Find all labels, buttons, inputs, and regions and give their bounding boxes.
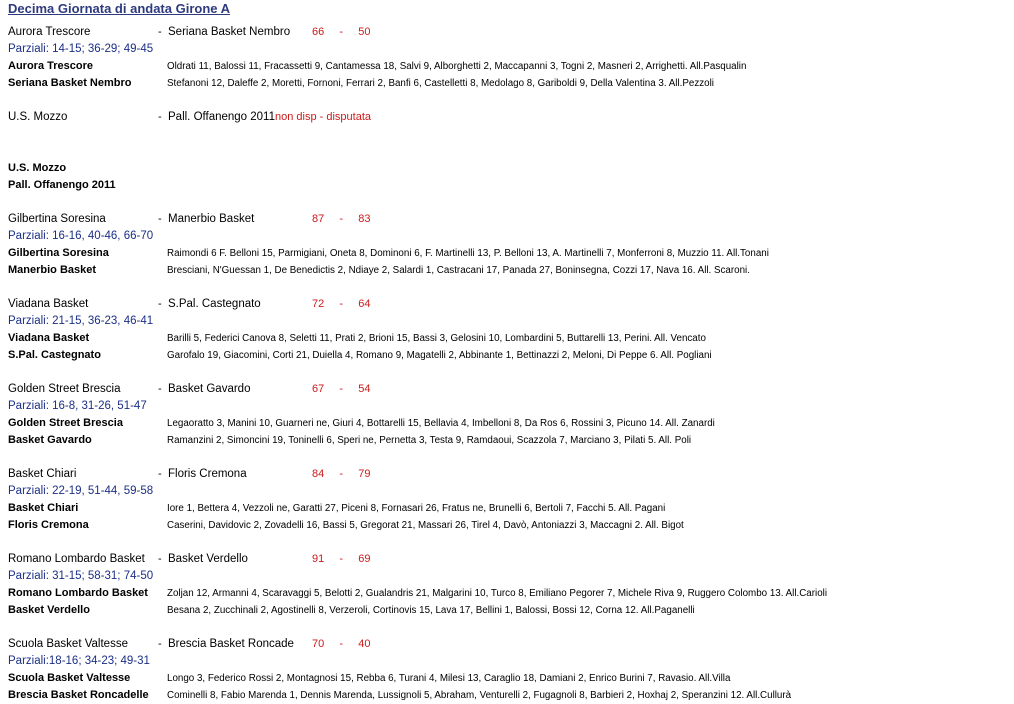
home-team-label: Golden Street Brescia [8,417,123,429]
away-team-label: Manerbio Basket [8,264,97,276]
game-block [8,211,1008,296]
score-home: 66 [312,26,325,38]
parziali-row [8,228,1008,245]
parziali: Parziali: 16-16, 40-46, 66-70 [8,230,154,242]
score [312,636,371,653]
score [312,466,371,483]
away-team: Brescia Basket Roncade [168,638,294,650]
games-list [8,24,1008,704]
home-players: Barilli 5, Federici Canova 8, Seletti 11, Prati 2, Brioni 15, Bassi 3, Gelosini 10, Lombardini 5, Buttarelli 13, Perini. All. Vencato [167,333,706,344]
separator: - [158,383,162,395]
score [312,296,371,313]
away-players: Garofalo 19, Giacomini, Corti 21, Duiella 4, Romano 9, Magatelli 2, Abbinante 1, Bettinazzi 2, Meloni, Di Peppe 6. All. Pogliani [167,350,712,361]
away-team: Floris Cremona [168,468,247,480]
away-team: Seriana Basket Nembro [168,26,291,38]
game-block [8,109,1008,211]
match-row [8,381,1008,398]
score-dash: - [339,213,344,225]
match-row [8,466,1008,483]
home-team: Golden Street Brescia [8,383,121,395]
score-home: 67 [312,383,325,395]
away-team-label: S.Pal. Castegnato [8,349,101,361]
match-row [8,24,1008,41]
home-roster-row [8,245,1008,262]
home-team-label: Viadana Basket [8,332,90,344]
match-row [8,211,1008,228]
match-row [8,636,1008,653]
home-players: Longo 3, Federico Rossi 2, Montagnosi 15, Rebba 6, Turani 4, Milesi 13, Caraglio 18, Damiani 2, Enrico Burini 7, Ravasio. All.Villa [167,673,731,684]
game-block [8,381,1008,466]
parziali-row [8,313,1008,330]
parziali-row [8,653,1008,670]
home-roster-row [8,585,1008,602]
home-players: Zoljan 12, Armanni 4, Scaravaggi 5, Belotti 2, Gualandris 21, Malgarini 10, Turco 8, Emiliano Pegorer 7, Michele Riva 9, Ruggero Colombo 13. All.Carioli [167,588,827,599]
away-team: Basket Verdello [168,553,248,565]
away-team: S.Pal. Castegnato [168,298,261,310]
home-team: Romano Lombardo Basket [8,553,145,565]
home-players: Raimondi 6 F. Belloni 15, Parmigiani, Oneta 8, Dominoni 6, F. Martinelli 13, P. Belloni 13, A. Martinelli 7, Monferroni 8, Muzzio 11. All.Tonani [167,248,769,259]
score-away: 83 [358,213,371,225]
score-home: 91 [312,553,325,565]
parziali: Parziali:18-16; 34-23; 49-31 [8,655,150,667]
separator: - [158,298,162,310]
away-players: Caserini, Davidovic 2, Zovadelli 16, Bassi 5, Gregorat 21, Massari 26, Tirel 4, Davò, Antoniazzi 3, Maccagni 2. All. Bigot [167,520,684,531]
score-away: 50 [358,26,371,38]
parziali: Parziali: 22-19, 51-44, 59-58 [8,485,154,497]
away-roster-row [8,687,1008,704]
home-team-label: U.S. Mozzo [8,162,67,174]
home-players: Legaoratto 3, Manini 10, Guarneri ne, Giuri 4, Bottarelli 15, Bellavia 4, Imbelloni 8, Da Ros 6, Rossini 3, Picuno 14. All. Zanardi [167,418,715,429]
away-roster-row [8,517,1008,534]
home-team: Aurora Trescore [8,26,91,38]
separator: - [158,638,162,650]
score-dash: - [339,553,344,565]
away-team-label: Pall. Offanengo 2011 [8,179,116,191]
home-team: Viadana Basket [8,298,89,310]
score-away: 79 [358,468,371,480]
home-team-label: Gilbertina Soresina [8,247,109,259]
match-row [8,296,1008,313]
score-home: 84 [312,468,325,480]
away-team-label: Basket Gavardo [8,434,92,446]
away-roster-row [8,432,1008,449]
away-team-name: Pall. Offanengo 2011 [168,111,275,123]
parziali-row [8,568,1008,585]
score-dash: - [339,383,344,395]
away-team-label: Seriana Basket Nembro [8,77,132,89]
home-team: Gilbertina Soresina [8,213,106,225]
away-roster-row [8,347,1008,364]
home-roster-row [8,415,1008,432]
home-roster-row [8,58,1008,75]
away-team-label: Basket Verdello [8,604,90,616]
score [312,211,371,228]
away-team-label: Floris Cremona [8,519,89,531]
separator: - [158,111,162,123]
match-row [8,109,1008,126]
away-players: Cominelli 8, Fabio Marenda 1, Dennis Marenda, Lussignoli 5, Abraham, Venturelli 2, Fugagnoli 8, Barbieri 2, Hoxhaj 2, Speranzini 12. All.Cullurà [167,690,792,701]
separator: - [158,468,162,480]
score-away: 54 [358,383,371,395]
game-block [8,636,1008,704]
parziali: Parziali: 21-15, 36-23, 46-41 [8,315,154,327]
away-roster-row [8,262,1008,279]
page-title: Decima Giornata di andata Girone A [8,1,231,16]
score-away: 40 [358,638,371,650]
score-home: 87 [312,213,325,225]
score-dash: - [339,26,344,38]
score-dash: - [339,468,344,480]
parziali-row [8,398,1008,415]
parziali-row [8,483,1008,500]
away-players: Ramanzini 2, Simoncini 19, Toninelli 6, Speri ne, Pernetta 3, Testa 9, Ramdaoui, Scazzola 7, Marciano 3, Pilati 5. All. Poli [167,435,692,446]
match-status: non disp - disputata [275,111,372,123]
game-block [8,466,1008,551]
parziali: Parziali: 14-15; 36-29; 49-45 [8,43,154,55]
home-team: Scuola Basket Valtesse [8,638,128,650]
home-roster-row [8,500,1008,517]
away-roster-row [8,602,1008,619]
away-players: Stefanoni 12, Daleffe 2, Moretti, Fornoni, Ferrari 2, Banfi 6, Castelletti 8, Medolago 8, Gariboldi 9, Della Valentina 3. All.Pezzoli [167,78,714,89]
game-block [8,551,1008,636]
away-team-label: Brescia Basket Roncadelle [8,689,149,701]
home-roster-row [8,330,1008,347]
game-block [8,296,1008,381]
home-players: Iore 1, Bettera 4, Vezzoli ne, Garatti 27, Piceni 8, Fornasari 26, Fratus ne, Brunelli 6, Bertoli 7, Facchi 5. All. Pagani [167,503,666,514]
home-team-label: Basket Chiari [8,502,79,514]
home-roster-row [8,160,1008,177]
score [312,551,371,568]
away-team [168,109,371,126]
home-team: U.S. Mozzo [8,111,68,123]
home-team: Basket Chiari [8,468,77,480]
home-team-label: Aurora Trescore [8,60,93,72]
score-home: 70 [312,638,325,650]
game-block [8,24,1008,109]
home-team-label: Scuola Basket Valtesse [8,672,131,684]
separator: - [158,26,162,38]
separator: - [158,213,162,225]
away-roster-row [8,75,1008,92]
separator: - [158,553,162,565]
score [312,24,371,41]
away-players: Bresciani, N'Guessan 1, De Benedictis 2, Ndiaye 2, Salardi 1, Castracani 17, Panada 27, Boninsegna, Cozzi 17, Nava 16. All. Scaroni. [167,265,750,276]
match-row [8,551,1008,568]
away-team: Basket Gavardo [168,383,251,395]
score-away: 64 [358,298,371,310]
parziali-row [8,41,1008,58]
parziali: Parziali: 16-8, 31-26, 51-47 [8,400,147,412]
away-players: Besana 2, Zucchinali 2, Agostinelli 8, Verzeroli, Cortinovis 15, Lava 17, Bellini 1, Balossi, Bossi 12, Corna 12. All.Paganelli [167,605,695,616]
score-dash: - [339,638,344,650]
home-team-label: Romano Lombardo Basket [8,587,148,599]
score-dash: - [339,298,344,310]
away-roster-row [8,177,1008,194]
home-roster-row [8,670,1008,687]
away-team: Manerbio Basket [168,213,255,225]
score-home: 72 [312,298,325,310]
home-players: Oldrati 11, Balossi 11, Fracassetti 9, Cantamessa 18, Salvi 9, Alborghetti 2, Maccapanni 3, Togni 2, Masneri 2, Arrighetti. All.Pasqualin [167,61,747,72]
score [312,381,371,398]
score-away: 69 [358,553,371,565]
parziali: Parziali: 31-15; 58-31; 74-50 [8,570,154,582]
